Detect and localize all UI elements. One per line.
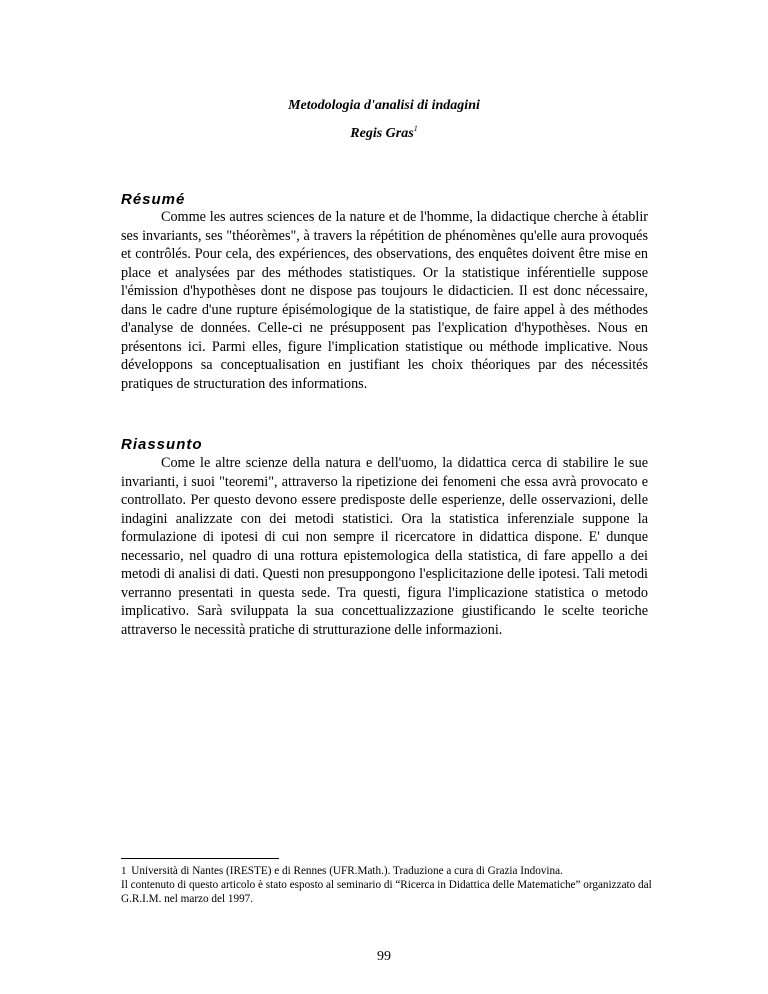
section-heading-riassunto: Riassunto xyxy=(121,436,203,453)
paper-author xyxy=(0,125,768,143)
section-text-riassunto: Come le altre scienze della natura e dell'uomo, la didattica cerca di stabilire le sue invarianti, i suoi "teoremi", attraverso la ripetizione dei fenomeni che essa avrà provocato e controllato. Per questo devono essere predisposte delle esperienze, delle osservazioni, delle indagini analizzate con dei metodi statistici. Ora la statistica inferenziale suppone la formulazione di ipotesi di cui non sempre il ricercatore in didattica dispone. E' dunque necessario, nel quadro di una rottura epistemologica della statistica, di fare appello a dei metodi di analisi di dati. Questi non presuppongono l'esplicitazione delle ipotesi. Tali metodi verranno presentati in questa sede. Tra questi, figura l'implicazione statistica o metodo implicativo. Sarà sviluppata la sua concettualizzazione giustificando le scelte teoriche attraverso le necessità pratiche di strutturazione delle informazioni. xyxy=(121,455,648,638)
paper-title: Metodologia d'analisi di indagini xyxy=(288,98,480,113)
section-text-resume: Comme les autres sciences de la nature et de l'homme, la didactique cherche à établir ses invariants, ses "théorèmes", à travers la répétition de phénomènes qu'elle aura provoqués et contrôlés. Pour cela, des expériences, des observations, des enquêtes doivent être mise en place et analysées par des méthodes statistiques. Or la statistique inférentielle suppose l'émission d'hypothèses dont ne dispose pas toujours le didacticien. Il est donc nécessaire, dans le cadre d'une rupture épisémologique de la statistique, de faire appel à des méthodes d'analyse de données. Celle-ci ne présupposent pas l'explication d'hypothèses. Nous en présentons ici. Parmi elles, figure l'implication statistique ou méthode implicative. Nous développons sa conceptualisation en justifiant les choix théoriques par des nécessités pratiques de structuration des informations. xyxy=(121,209,648,392)
author-name: Regis Gras xyxy=(350,126,414,141)
footnote-mark: 1 xyxy=(121,865,127,877)
footnote xyxy=(121,864,661,906)
page-number: 99 xyxy=(377,949,391,964)
footnote-affiliation: Università di Nantes (IRESTE) e di Rennes (UFR.Math.). Traduzione a cura di Grazia Indovina. xyxy=(131,865,563,877)
footnote-line-1 xyxy=(121,864,661,878)
author-footnote-mark: 1 xyxy=(413,124,418,133)
footnote-divider xyxy=(121,858,279,859)
footnote-line-2: Il contenuto di questo articolo è stato esposto al seminario di “Ricerca in Didattica delle Matematiche” organizzato dal G.R.I.M. nel marzo del 1997. xyxy=(121,879,652,905)
section-heading-resume: Résumé xyxy=(121,191,186,208)
